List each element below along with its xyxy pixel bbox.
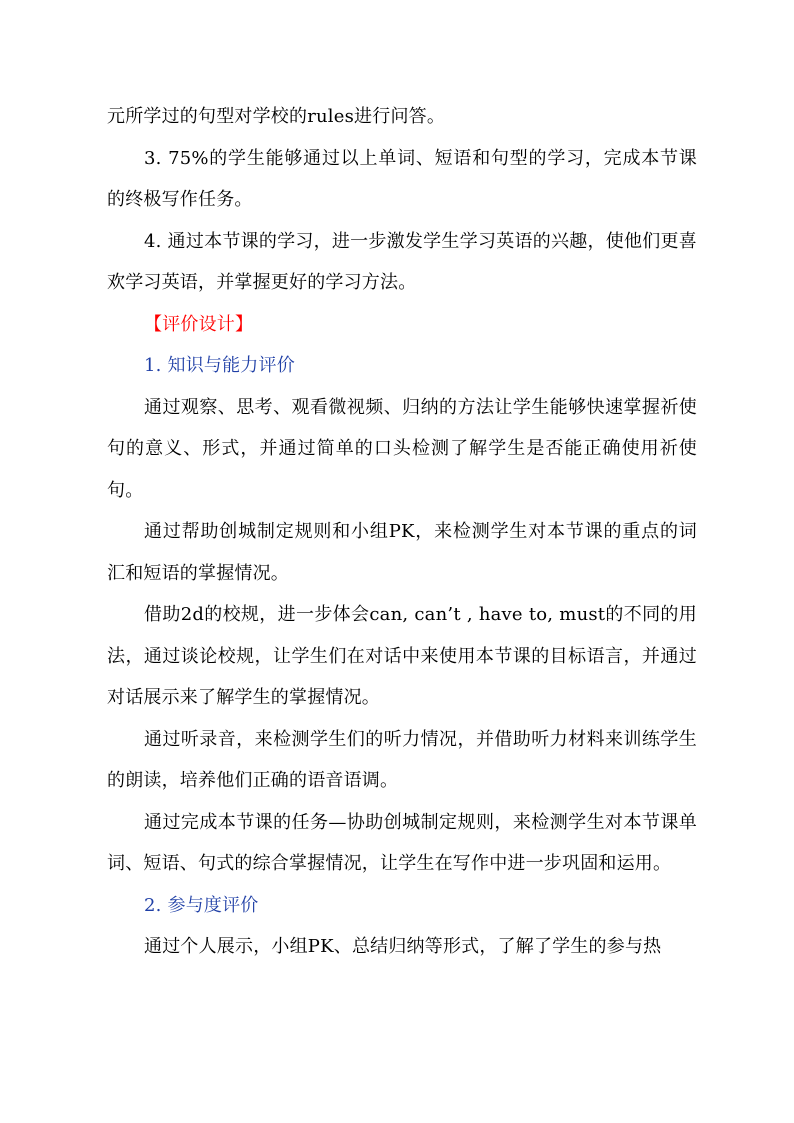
subheading-participation: 2. 参与度评价 — [144, 894, 259, 916]
subheading-knowledge-ability: 1. 知识与能力评价 — [144, 355, 295, 376]
body-paragraph: 通过听录音，来检测学生们的听力情况，并借助听力材料来训练学生的朗读，培养他们正确的语音语调。 — [107, 728, 697, 791]
body-paragraph: 通过帮助创城制定规则和小组PK，来检测学生对本节课的重点的词汇和短语的掌握情况。 — [107, 521, 697, 584]
body-paragraph: 通过个人展示，小组PK、总结归纳等形式，了解了学生的参与热 — [144, 936, 662, 957]
objective-item-4: 4. 通过本节课的学习，进一步激发学生学习英语的兴趣，使他们更喜欢学习英语，并掌握更好的学习方法。 — [107, 230, 697, 293]
body-paragraph: 通过完成本节课的任务—协助创城制定规则，来检测学生对本节课单词、短语、句式的综合掌握情况，让学生在写作中进一步巩固和运用。 — [107, 811, 697, 874]
document-body — [107, 96, 697, 968]
body-paragraph: 通过观察、思考、观看微视频、归纳的方法让学生能够快速掌握祈使句的意义、形式，并通过简单的口头检测了解学生是否能正确使用祈使句。 — [107, 396, 697, 501]
body-paragraph: 借助2d的校规，进一步体会can, can’t , have to, must的不同的用法，通过谈论校规，让学生们在对话中来使用本节课的目标语言，并通过对话展示来了解学生的掌握情况。 — [107, 604, 697, 708]
body-paragraph: 元所学过的句型对学校的rules进行问答。 — [107, 106, 446, 127]
section-heading-evaluation-design: 【评价设计】 — [144, 313, 254, 335]
objective-item-3: 3. 75%的学生能够通过以上单词、短语和句型的学习，完成本节课的终极写作任务。 — [107, 147, 697, 210]
